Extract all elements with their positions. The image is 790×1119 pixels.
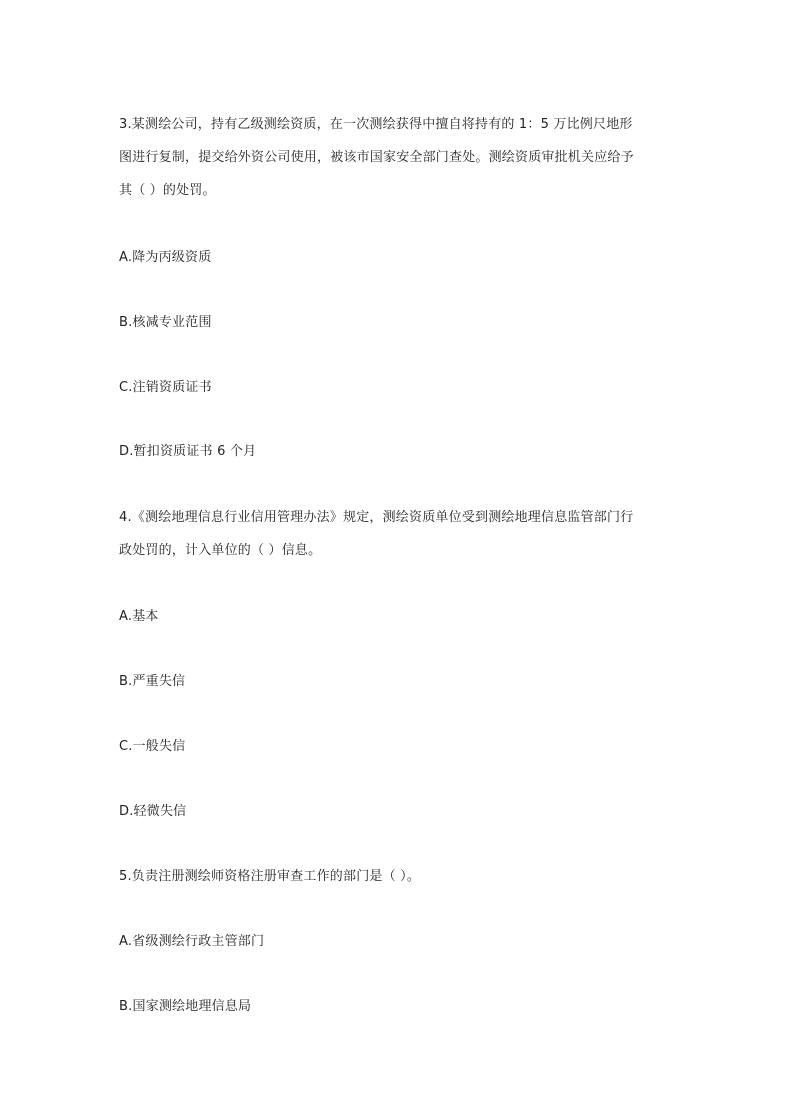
question-4-option-b: B.严重失信 [119,674,186,689]
question-4-option-c: C.一般失信 [119,739,186,754]
question-5-stem-line-1: 5.负责注册测绘师资格注册审查工作的部门是（ ）。 [119,869,421,884]
question-3-option-a: A.降为丙级资质 [119,250,212,265]
question-3-option-c: C.注销资质证书 [119,380,212,395]
question-5-option-a: A.省级测绘行政主管部门 [119,934,265,949]
question-3-stem-line-2: 图进行复制，提交给外资公司使用，被该市国家安全部门查处。测绘资质审批机关应给予 [119,150,634,165]
question-3-stem-line-1: 3.某测绘公司，持有乙级测绘资质，在一次测绘获得中擅自将持有的 1：5 万比例尺地形 [119,117,633,132]
question-3-stem-line-3: 其（ ）的处罚。 [119,183,216,198]
question-5-option-b: B.国家测绘地理信息局 [119,999,252,1014]
question-3-option-b: B.核减专业范围 [119,315,212,330]
question-4-option-a: A.基本 [119,609,159,624]
question-4-stem-line-2: 政处罚的，计入单位的（ ）信息。 [119,543,322,558]
question-3-option-d: D.暂扣资质证书 6 个月 [119,444,257,459]
question-4-option-d: D.轻微失信 [119,804,187,819]
question-4-stem-line-1: 4.《测绘地理信息行业信用管理办法》规定，测绘资质单位受到测绘地理信息监管部门行 [119,510,634,525]
